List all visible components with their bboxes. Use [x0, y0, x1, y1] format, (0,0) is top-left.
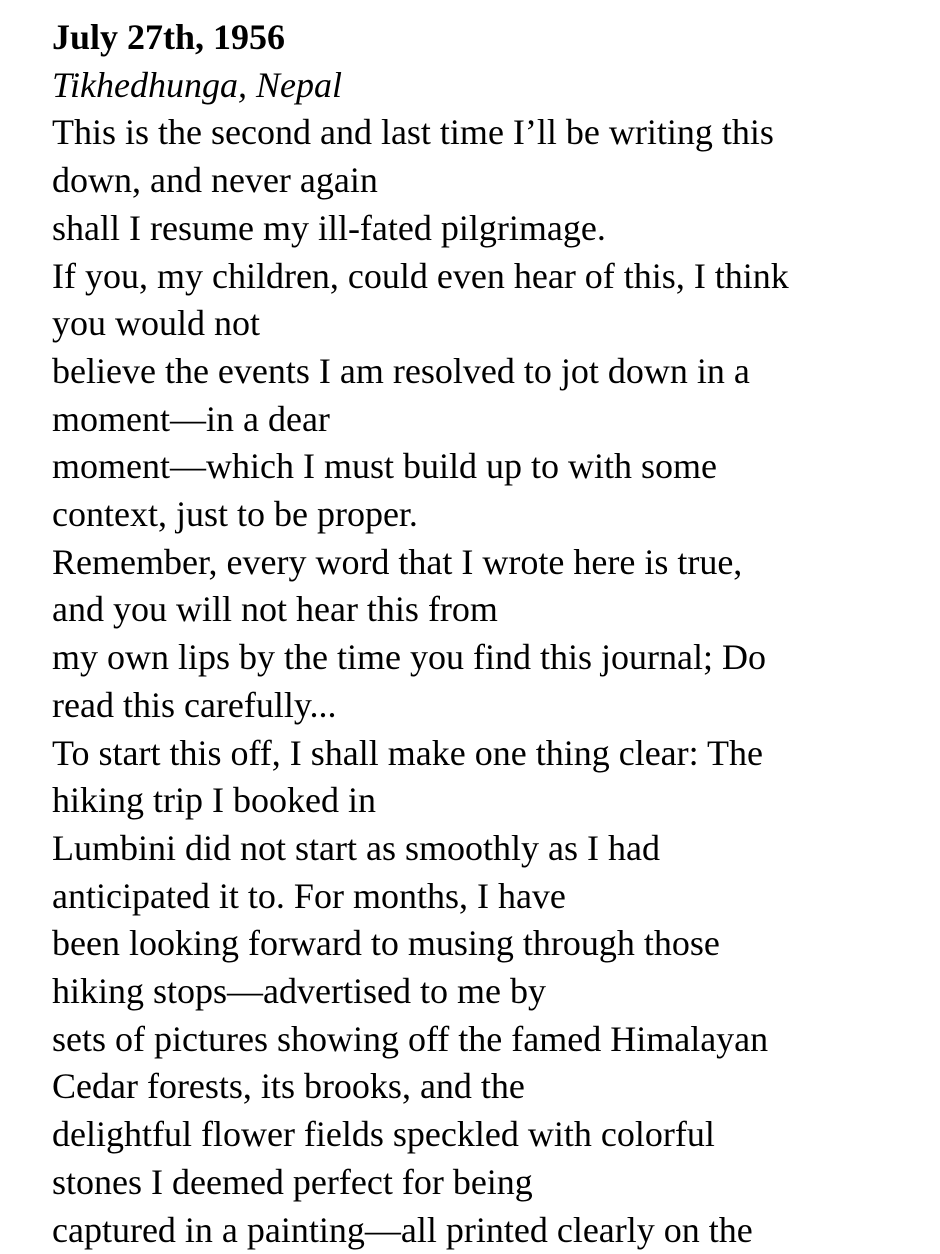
journal-line: hiking trip I booked in [52, 780, 376, 821]
journal-line: moment—which I must build up to with some [52, 446, 717, 487]
journal-line: believe the events I am resolved to jot down in a [52, 350, 750, 391]
journal-line: context, just to be proper. [52, 494, 418, 535]
journal-line: This is the second and last time I’ll be writing this [52, 112, 774, 153]
journal-body [52, 109, 922, 1254]
journal-line: To start this off, I shall make one thing clear: The [52, 732, 763, 773]
journal-page [52, 14, 922, 1254]
journal-line: moment—in a dear [52, 398, 330, 439]
journal-line: Remember, every word that I wrote here is true, [52, 541, 743, 582]
journal-line: sets of pictures showing off the famed Himalayan [52, 1018, 769, 1059]
journal-location: Tikhedhunga, Nepal [52, 64, 342, 105]
journal-line: anticipated it to. For months, I have [52, 875, 566, 916]
journal-line: shall I resume my ill-fated pilgrimage. [52, 207, 606, 248]
journal-line: and you will not hear this from [52, 589, 498, 630]
journal-line: been looking forward to musing through those [52, 923, 720, 964]
journal-line: delightful flower fields speckled with colorful [52, 1114, 715, 1155]
journal-line: down, and never again [52, 160, 378, 201]
journal-line: you would not [52, 303, 261, 344]
journal-date: July 27th, 1956 [52, 17, 286, 57]
journal-line: captured in a painting—all printed clearly on the [52, 1209, 753, 1250]
journal-line: my own lips by the time you find this journal; Do [52, 637, 766, 678]
journal-line: stones I deemed perfect for being [52, 1161, 533, 1202]
journal-line: read this carefully... [52, 684, 337, 725]
journal-line: hiking stops—advertised to me by [52, 971, 546, 1012]
journal-line: Lumbini did not start as smoothly as I had [52, 827, 660, 868]
journal-line: If you, my children, could even hear of this, I think [52, 255, 789, 296]
journal-line: Cedar forests, its brooks, and the [52, 1066, 525, 1107]
